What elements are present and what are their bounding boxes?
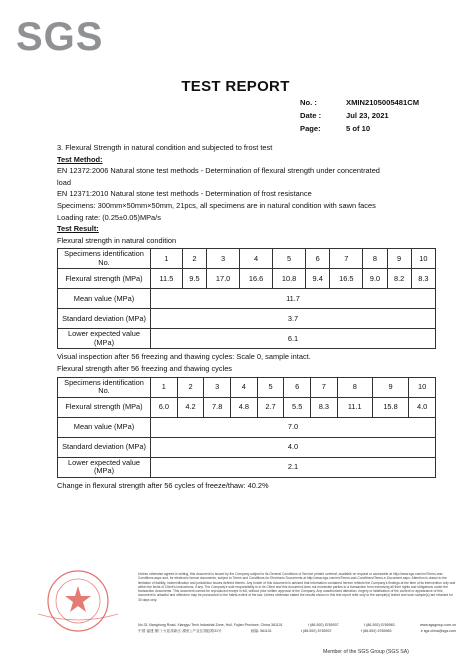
row-label-mean: Mean value (MPa) <box>58 417 151 437</box>
id-cell: 3 <box>204 377 231 397</box>
table2-lev-row <box>58 457 436 477</box>
red-seal-icon <box>28 568 128 639</box>
mean-value: 7.0 <box>151 417 436 437</box>
value-cell: 4.2 <box>177 397 204 417</box>
meta-number-label: No. : <box>300 98 317 107</box>
value-cell: 16.6 <box>240 269 273 289</box>
website-link[interactable]: www.sgsgroup.com.cn <box>420 623 456 627</box>
value-cell: 8.2 <box>387 269 411 289</box>
row-label-mean: Mean value (MPa) <box>58 289 151 309</box>
id-cell: 4 <box>240 249 273 269</box>
sgs-logo-text: SGS <box>16 15 104 56</box>
phone-en: t (86-592) 5765937 <box>308 623 339 627</box>
table1-id-row <box>58 249 436 269</box>
row-label-strength: Flexural strength (MPa) <box>58 397 151 417</box>
table1-caption: Flexural strength in natural condition <box>57 235 177 245</box>
specimens-text: Specimens: 300mm×50mm×50mm, 21pcs, all specimens are in natural condition with sawn faces <box>57 200 376 210</box>
meta-date-label: Date : <box>300 111 322 120</box>
report-meta <box>300 96 419 135</box>
lev-value: 6.1 <box>151 329 436 349</box>
id-cell: 2 <box>182 249 206 269</box>
mean-value: 11.7 <box>151 289 436 309</box>
email-link[interactable]: e sgs.china@sgs.com <box>420 628 456 633</box>
id-cell: 9 <box>387 249 411 269</box>
id-cell: 9 <box>372 377 408 397</box>
value-cell: 17.0 <box>207 269 240 289</box>
meta-number-value: XMIN2105005481CM <box>346 98 420 107</box>
value-cell: 11.5 <box>151 269 183 289</box>
table2-caption: Flexural strength after 56 freezing and thawing cycles <box>57 363 233 373</box>
meta-page-value: 5 of 10 <box>346 124 371 133</box>
id-cell: 8 <box>363 249 387 269</box>
id-cell: 7 <box>330 249 363 269</box>
table1-lev-row <box>58 329 436 349</box>
page-title: TEST REPORT <box>181 78 290 95</box>
method-1b: load <box>57 177 71 187</box>
address-row-cn <box>138 629 456 635</box>
id-cell: 10 <box>411 249 435 269</box>
terms-fine-print: Unless otherwise agreed in writing, this document is issued by the Company subject to its General Conditions of Service printed overleaf, available on request or accessible at http://www.sgs.com/en/Terms-and-Conditions.aspx and, for electronic format documents, subject to Terms and Conditions for Electronic Documents at http://www.sgs.com/en/Terms-and-Conditions/Terms-e-Document.aspx. Attention is drawn to the limitation of liability, indemnification and jurisdiction issues defined therein. Any holder of this document is advised that information contained hereon reflects the Company's findings at the time of its intervention only and within the limits of Client's instructions, if any. The Company's sole responsibility is to its Client and this document does not exonerate parties to a transaction from exercising all their rights and obligations under the transaction documents. This document cannot be reproduced except in full, without prior written approval of the Company. Any unauthorized alteration, forgery or falsification of the content or appearance of this document is unlawful and offenders may be prosecuted to the fullest extent of the law. Unless otherwise stated the results shown in this test report refer only to the sample(s) tested and such sample(s) are retained for 30 days only. <box>138 572 456 602</box>
section-heading: 3. Flexural Strength in natural condition and subjected to frost test <box>57 143 273 152</box>
value-cell: 8.3 <box>411 269 435 289</box>
loading-rate: Loading rate: (0.25±0.05)MPa/s <box>57 212 161 222</box>
lev-value: 2.1 <box>151 457 436 477</box>
id-cell: 5 <box>257 377 284 397</box>
table2-strength-row <box>58 397 436 417</box>
change-note: Change in flexural strength after 56 cycles of freeze/thaw: 40.2% <box>57 480 269 490</box>
value-cell: 15.8 <box>372 397 408 417</box>
address-cn: 中国·福建·厦门·火炬高新区·湖里 | 产业区翔虹路31号 <box>138 628 222 633</box>
value-cell: 5.5 <box>284 397 311 417</box>
id-cell: 2 <box>177 377 204 397</box>
meta-page-label: Page: <box>300 124 321 133</box>
value-cell: 6.0 <box>151 397 178 417</box>
sd-value: 3.7 <box>151 309 436 329</box>
id-cell: 7 <box>311 377 338 397</box>
row-label-id: Specimens identification No. <box>58 249 151 269</box>
test-result-label: Test Result: <box>57 224 99 234</box>
id-cell: 8 <box>337 377 372 397</box>
member-note: Member of the SGS Group (SGS SA) <box>323 649 409 655</box>
id-cell: 4 <box>231 377 258 397</box>
table2-id-row <box>58 377 436 397</box>
id-cell: 5 <box>273 249 306 269</box>
address-en: No.31 Xianghong Road, Xiangyu Tech Industrial Zone, Huli, Fujian Province, China 361101 <box>138 623 283 627</box>
meta-date-value: Jul 23, 2021 <box>346 111 389 120</box>
sgs-logo <box>14 14 126 56</box>
row-label-strength: Flexural strength (MPa) <box>58 269 151 289</box>
table2-mean-row <box>58 417 436 437</box>
method-1a: EN 12372:2006 Natural stone test methods - Determination of flexural strength under concentrated <box>57 166 380 176</box>
table1-sd-row <box>58 309 436 329</box>
fax-en: f (86-592) 5765983 <box>364 623 395 627</box>
id-cell: 1 <box>151 377 178 397</box>
value-cell: 9.0 <box>363 269 387 289</box>
value-cell: 9.5 <box>182 269 206 289</box>
method-2: EN 12371:2010 Natural stone test methods - Determination of frost resistance <box>57 189 312 199</box>
address-block <box>138 623 456 634</box>
value-cell: 4.0 <box>409 397 436 417</box>
value-cell: 7.8 <box>204 397 231 417</box>
meta-row-page <box>300 122 419 135</box>
value-cell: 16.5 <box>330 269 363 289</box>
row-label-lev: Lower expected value (MPa) <box>58 457 151 477</box>
id-cell: 10 <box>409 377 436 397</box>
phone-cn: t (86-592) 5765937 <box>301 628 332 633</box>
value-cell: 9.4 <box>306 269 330 289</box>
value-cell: 10.8 <box>273 269 306 289</box>
test-method-label: Test Method: <box>57 154 103 164</box>
visual-inspection-note: Visual inspection after 56 freezing and thawing cycles: Scale 0, sample intact. <box>57 352 311 362</box>
row-label-sd: Standard deviation (MPa) <box>58 309 151 329</box>
id-cell: 6 <box>284 377 311 397</box>
value-cell: 4.8 <box>231 397 258 417</box>
row-label-sd: Standard deviation (MPa) <box>58 437 151 457</box>
row-label-id: Specimens identification No. <box>58 377 151 397</box>
fax-cn: f (86-592) 5765983 <box>360 628 392 633</box>
meta-row-date <box>300 109 419 122</box>
id-cell: 1 <box>151 249 183 269</box>
table1-mean-row <box>58 289 436 309</box>
value-cell: 2.7 <box>257 397 284 417</box>
value-cell: 11.1 <box>337 397 372 417</box>
table2-sd-row <box>58 437 436 457</box>
row-label-lev: Lower expected value (MPa) <box>58 329 151 349</box>
table1-strength-row <box>58 269 436 289</box>
id-cell: 6 <box>306 249 330 269</box>
table-frost <box>57 377 436 478</box>
value-cell: 8.3 <box>311 397 338 417</box>
meta-row-number <box>300 96 419 109</box>
id-cell: 3 <box>207 249 240 269</box>
sd-value: 4.0 <box>151 437 436 457</box>
report-body <box>57 142 437 491</box>
table-natural <box>57 248 436 349</box>
postcode-cn: 邮编: 361101 <box>250 628 272 633</box>
